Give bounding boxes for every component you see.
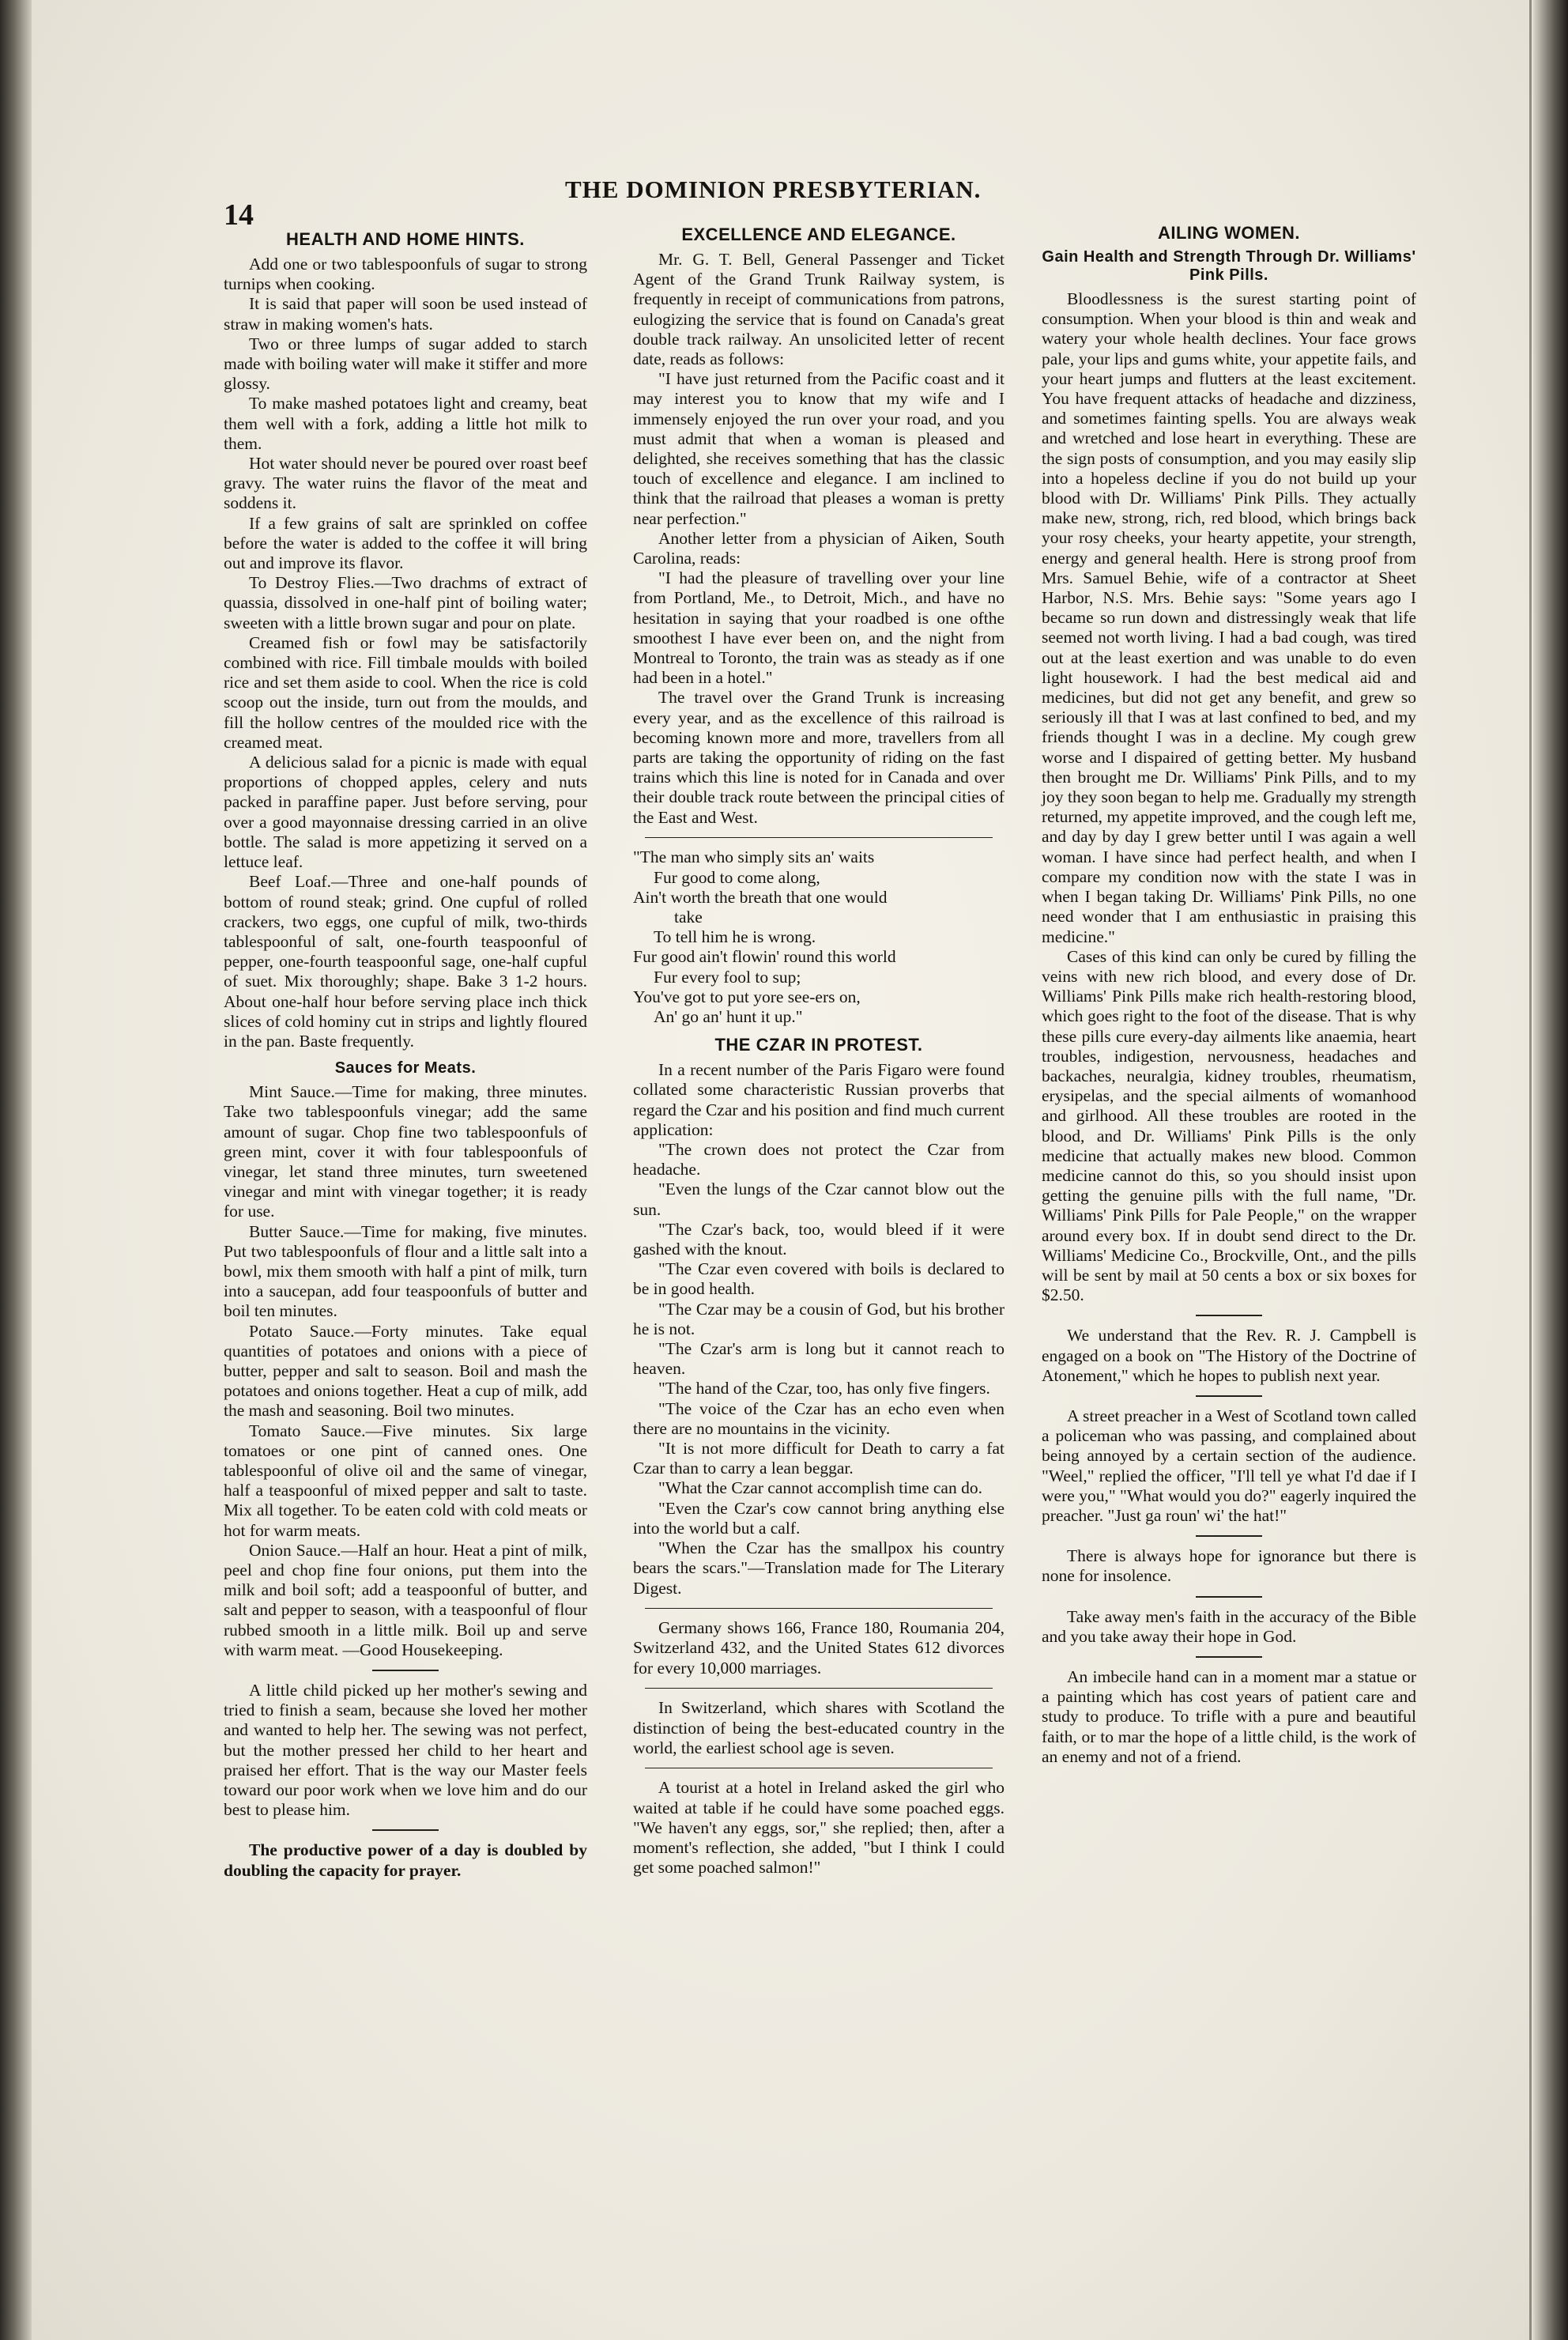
article-paragraph: Bloodlessness is the surest starting point of consumption. When your blood is thin and weak and watery your whole health declines. Your face grows pale, your lips and gums white, your appetite fails, and your heart jumps and flutters at the least excitement. You have frequent attacks of headache and dizziness, and sometimes fainting spells. You are always weak and wretched and lose heart in everything. These are the sign posts of consumption, and you may easily slip into a hopeless decline if you do not build up your blood with Dr. Williams' Pink Pills. They actually make new, strong, rich, red blood, which brings back your rosy cheeks, your hearty appetite, your strength, energy and general health. Here is strong proof from Mrs. Samuel Behie, wife of a contractor at Sheet Harbor, N.S. Mrs. Behie says: "Some years ago I became so run down and distressingly weak that life seemed not worth living. I had a bad cough, was tired out at the least exertion and was unable to do even light housework. I had the best medical aid and medicines, but did not get any benefit, and grew so seriously ill that I was at last confined to bed, and my friends thought I was in a decline. My cough grew worse and I dispaired of getting better. My husband then brought me Dr. Williams' Pink Pills, and to my joy they soon began to help me. Gradually my strength returned, my appetite improved, and the cough left me, and day by day I grew better until I was again a well woman. I have since had perfect health, and when I compare my condition now with the state I was in when I began taking Dr. Williams' Pink Pills, no one need wonder that I am enthusiastic in praising this medicine." — [1042, 289, 1416, 946]
article-paragraph: "Even the lungs of the Czar cannot blow out the sun. — [633, 1179, 1004, 1219]
masthead: THE DOMINION PRESBYTERIAN. — [565, 176, 982, 203]
poem — [633, 847, 1004, 1027]
poem-line: take — [674, 908, 703, 927]
section-divider — [1196, 1656, 1262, 1658]
article-paragraph: If a few grains of salt are sprinkled on coffee before the water is added to the coffee it will bring out and improve its flavor. — [224, 513, 587, 573]
article-paragraph: The productive power of a day is doubled by doubling the capacity for prayer. — [224, 1840, 587, 1880]
article-paragraph: Butter Sauce.—Time for making, five minutes. Put two tablespoonfuls of flour and a little salt into a bowl, mix them smooth with half a pint of milk, turn into a saucepan, add four teaspoonfuls of butter and boil ten minutes. — [224, 1221, 587, 1321]
article-paragraph: Hot water should never be poured over roast beef gravy. The water ruins the flavor of the meat and soddens it. — [224, 454, 587, 513]
article-paragraph: Tomato Sauce.—Five minutes. Six large tomatoes or one pint of canned ones. One tablespoonful of olive oil and the same of vinegar, half a teaspoonful of mixed pepper and salt to taste. Mix all together. To be eaten cold with cold meats or hot for warm meats. — [224, 1421, 587, 1540]
article-paragraph: Mr. G. T. Bell, General Passenger and Ticket Agent of the Grand Trunk Railway system, is frequently in receipt of communications from patrons, eulogizing the service that is found on Canada's great double track railway. An unsolicited letter of recent date, reads as follows: — [633, 250, 1004, 369]
article-paragraph: We understand that the Rev. R. J. Campbell is engaged on a book on "The History of the Doctrine of Atonement," which he hopes to publish next year. — [1042, 1326, 1416, 1385]
article-paragraph: "I have just returned from the Pacific coast and it may interest you to know that my wife and I immensely enjoyed the run over your road, and you must admit that when a woman is pleased and delighted, she receives something that has the classic touch of excellence and elegance. I am inclined to think that the railroad that pleases a woman is pretty near perfection." — [633, 369, 1004, 528]
poem-line: Fur good ain't flowin' round this world — [633, 947, 896, 967]
poem-line: An' go an' hunt it up." — [654, 1007, 803, 1027]
czar-heading: THE CZAR IN PROTEST. — [714, 1035, 923, 1055]
section-divider — [372, 1829, 439, 1831]
article-paragraph: Creamed fish or fowl may be satisfactorily combined with rice. Fill timbale moulds with boiled rice and set them aside to cool. When the rice is cold scoop out the inside, turn out from the moulds, and fill the hollow centres of the moulded rice with the creamed meat. — [224, 632, 587, 752]
article-paragraph: An imbecile hand can in a moment mar a statue or a painting which has cost years of patient care and study to produce. To trifle with a pure and beautiful faith, or to mar the hope of a little child, is the work of an enemy and not of a friend. — [1042, 1667, 1416, 1766]
article-paragraph: Take away men's faith in the accuracy of the Bible and you take away their hope in God. — [1042, 1606, 1416, 1646]
page-number: 14 — [224, 198, 254, 232]
ailing-subheading: Gain Health and Strength Through Dr. Williams' Pink Pills. — [1042, 248, 1416, 284]
article-paragraph: A little child picked up her mother's sewing and tried to finish a seam, because she loved her mother and wanted to help her. The sewing was not perfect, but the mother pressed her child to her heart and praised her effort. That is the way our Master feels toward our poor work when we love him and do our best to please him. — [224, 1681, 587, 1820]
article-paragraph: Another letter from a physician of Aiken, South Carolina, reads: — [633, 528, 1004, 568]
article-paragraph: "The Czar even covered with boils is declared to be in good health. — [633, 1259, 1004, 1299]
article-paragraph: "I had the pleasure of travelling over your line from Portland, Me., to Detroit, Mich., and have no hesitation in saying that your roadbed is one ofthe smoothest I have ever been on, and the night from Montreal to Toronto, the train was as steady as if one had been in a hotel." — [633, 568, 1004, 688]
article-paragraph: The travel over the Grand Trunk is increasing every year, and as the excellence of this railroad is becoming known more and more, travellers from all parts are taking the opportunity of riding on the fast trains which this line is noted for in Canada and over their double track route between the principal cities of the East and West. — [633, 688, 1004, 827]
article-paragraph: Germany shows 166, France 180, Roumania 204, Switzerland 432, and the United States 612 divorces for every 10,000 marriages. — [633, 1618, 1004, 1678]
section-divider — [372, 1670, 439, 1671]
scan-left-edge — [0, 0, 32, 2340]
article-paragraph: It is said that paper will soon be used instead of straw in making women's hats. — [224, 294, 587, 334]
section-divider — [1196, 1535, 1262, 1537]
poem-line: Ain't worth the breath that one would — [633, 887, 888, 907]
sauces-heading: Sauces for Meats. — [334, 1059, 477, 1078]
poem-line: You've got to put yore see-ers on, — [633, 987, 861, 1006]
article-paragraph: A tourist at a hotel in Ireland asked the girl who waited at table if he could have some poached eggs. "We haven't any eggs, sor," she replied; then, after a moment's reflection, she added, "but I think I could get some poached salmon!" — [633, 1778, 1004, 1878]
excellence-heading: EXCELLENCE AND ELEGANCE. — [681, 225, 956, 244]
article-paragraph: Mint Sauce.—Time for making, three minutes. Take two tablespoonfuls vinegar; add the same amount of sugar. Chop fine two tablespoonfuls of green mint, cover it with four tablespoonfuls of vinegar, let stand three minutes, turn sweetened vinegar and mint with vinegar together; it is ready for use. — [224, 1082, 587, 1221]
article-paragraph: To make mashed potatoes light and creamy, beat them well with a fork, adding a little hot milk to them. — [224, 394, 587, 453]
article-paragraph: Two or three lumps of sugar added to starch made with boiling water will make it stiffer and more glossy. — [224, 334, 587, 394]
column-1 — [224, 229, 587, 1881]
section-divider — [1196, 1395, 1262, 1397]
section-divider — [645, 1608, 993, 1610]
article-paragraph: Cases of this kind can only be cured by filling the veins with new rich blood, and every dose of Dr. Williams' Pink Pills make rich health-restoring blood, which goes right to the foot of the disease. That is why these pills cure every-day ailments like anaemia, heart troubles, indigestion, nervousness, headaches and backaches, neuralgia, kidney troubles, rheumatism, erysipelas, and the special ailments of womanhood and girlhood. All these troubles are rooted in the blood, and Dr. Williams' Pink Pills is the only medicine that actually makes new blood. Common medicine cannot do this, so you should insist upon getting the genuine pills with the full name, "Dr. Williams' Pink Pills for Pale People," on the wrapper around every box. If in doubt send direct to the Dr. Williams' Medicine Co., Brockville, Ont., and the pills will be sent by mail at 50 cents a box or six boxes for $2.50. — [1042, 946, 1416, 1305]
article-paragraph: "The Czar may be a cousin of God, but his brother he is not. — [633, 1299, 1004, 1338]
section-divider — [1196, 1596, 1262, 1598]
poem-line: Fur every fool to sup; — [654, 967, 801, 987]
poem-line: To tell him he is wrong. — [654, 927, 816, 947]
article-paragraph: "The Czar's back, too, would bleed if it were gashed with the knout. — [633, 1219, 1004, 1259]
article-paragraph: Add one or two tablespoonfuls of sugar to strong turnips when cooking. — [224, 255, 587, 294]
article-paragraph: In Switzerland, which shares with Scotland the distinction of being the best-educated country in the world, the earliest school age is seven. — [633, 1698, 1004, 1757]
article-paragraph: "Even the Czar's cow cannot bring anything else into the world but a calf. — [633, 1498, 1004, 1538]
article-paragraph: In a recent number of the Paris Figaro were found collated some characteristic Russian proverbs that regard the Czar and his position and find much current application: — [633, 1060, 1004, 1139]
article-paragraph: "It is not more difficult for Death to carry a fat Czar than to carry a lean beggar. — [633, 1439, 1004, 1478]
article-paragraph: A street preacher in a West of Scotland town called a policeman who was passing, and complained about being annoyed by a certain section of the audience. "Weel," replied the officer, "I'll tell ye what I'd dae if I were you," "What would you do?" eagerly inquired the preacher. "Just ga roun' wi' the hat!" — [1042, 1406, 1416, 1525]
health-heading: HEALTH AND HOME HINTS. — [286, 229, 525, 249]
article-paragraph: "The crown does not protect the Czar from headache. — [633, 1140, 1004, 1179]
poem-line: "The man who simply sits an' waits — [633, 847, 875, 867]
article-paragraph: Onion Sauce.—Half an hour. Heat a pint of milk, peel and chop fine four onions, put them into the milk and boil soft; add a teaspoonful of butter, and salt and pepper to season, with a teaspoonful of flour rubbed smooth in a little milk. Boil up and serve with warm meat. —Good Housekeeping. — [224, 1540, 587, 1659]
poem-line: Fur good to come along, — [654, 867, 820, 887]
article-paragraph: "What the Czar cannot accomplish time can do. — [658, 1478, 982, 1498]
section-divider — [645, 1688, 993, 1689]
ailing-heading: AILING WOMEN. — [1157, 223, 1301, 243]
article-paragraph: "The Czar's arm is long but it cannot reach to heaven. — [633, 1339, 1004, 1379]
section-divider — [1196, 1315, 1262, 1316]
section-divider — [645, 837, 993, 839]
section-divider — [645, 1768, 993, 1769]
column-2 — [633, 225, 1004, 1878]
article-paragraph: To Destroy Flies.—Two drachms of extract of quassia, dissolved in one-half pint of boiling water; sweeten with a little brown sugar and pour on plate. — [224, 573, 587, 632]
column-3 — [1042, 223, 1416, 1767]
article-paragraph: Potato Sauce.—Forty minutes. Take equal quantities of potatoes and onions with a piece of butter, pepper and salt to season. Boil and mash the potatoes and onions together. Heat a cup of milk, add the mash and seasoning. Boil two minutes. — [224, 1321, 587, 1421]
scan-margin-line — [1529, 0, 1532, 2340]
scan-right-edge — [1533, 0, 1568, 2340]
article-paragraph: "When the Czar has the smallpox his country bears the scars."—Translation made for The Literary Digest. — [633, 1538, 1004, 1598]
article-paragraph: There is always hope for ignorance but there is none for insolence. — [1042, 1546, 1416, 1586]
article-paragraph: A delicious salad for a picnic is made with equal proportions of chopped apples, celery and nuts packed in paraffine paper. Just before serving, pour over a good mayonnaise dressing carried in an olive bottle. The salad is more appetizing it served on a lettuce leaf. — [224, 753, 587, 872]
article-paragraph: "The hand of the Czar, too, has only five fingers. — [658, 1379, 990, 1398]
article-paragraph: "The voice of the Czar has an echo even when there are no mountains in the vicinity. — [633, 1398, 1004, 1438]
article-paragraph: Beef Loaf.—Three and one-half pounds of bottom of round steak; grind. One cupful of rolled crackers, two eggs, one cupful of milk, two-thirds tablespoonful of salt, one-fourth teaspoonful of pepper, one-fourth teaspoonful sage, one-half cupful of suet. Mix thoroughly; shape. Bake 3 1-2 hours. About one-half hour before serving place inch thick slices of cold hominy cut in strips and lightly floured in the pan. Baste frequently. — [224, 872, 587, 1051]
